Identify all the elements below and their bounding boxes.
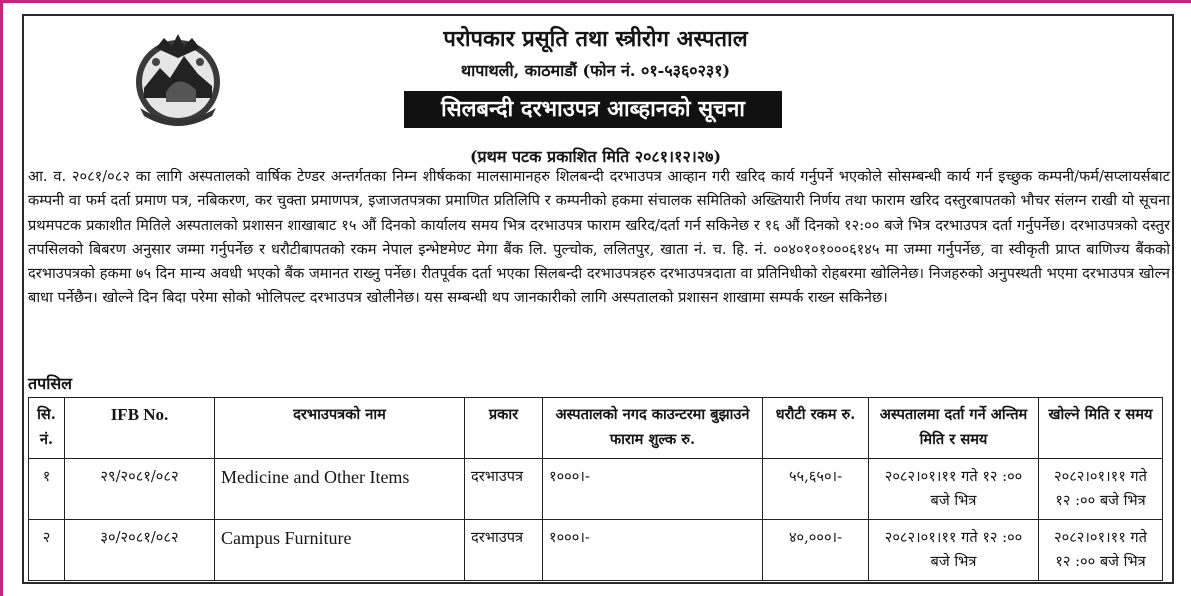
cell-open-time: २०८२।०१।११ गते १२ :०० बजे भित्र bbox=[1039, 520, 1163, 581]
cell-deposit: ५५,६५०।- bbox=[763, 459, 869, 520]
col-header-fee: अस्पतालको नगद काउन्टरमा बुझाउने फाराम शुल्क रु. bbox=[543, 398, 763, 459]
left-edge-line bbox=[0, 0, 3, 596]
cell-sn: १ bbox=[29, 459, 65, 520]
notice-title-banner: सिलबन्दी दरभाउपत्र आब्हानको सूचना bbox=[404, 91, 782, 128]
notice-body-text: आ. व. २०८१/०८२ का लागि अस्पतालको वार्षिक टेण्डर अन्तर्गतका निम्न शीर्षकका मालसामानहरु शिलबन्दी दरभाउपत्र आव्हान गरी खरिद कार्य गर्नुपर्ने भएकोले सोसम्बन्धी कार्य गर्न इच्छुक कम्पनी/फर्म/सप्लायर्सबाट कम्पनी वा फर्म दर्ता प्रमाण पत्र, नबिकरण, कर चुक्ता प्रमाणपत्र, इजाजतपत्रका प्रमाणित प्रतिलिपि र कम्पनीको हकमा संचालक समितिको अख्तियारी निर्णय तथा फाराम खरिद दस्तुरबापतको भौचर संलग्न राखी यो सूचना प्रथमपटक प्रकाशीत मितिले अस्पतालको प्रशासन शाखाबाट १५ औं दिनको कार्यालय समय भित्र दरभाउपत्र फाराम खरिद/दर्ता गर्न सकिनेछ र १६ औं दिनको १२:०० बजे भित्र दरभाउपत्र दर्ता गर्नुपर्नेछ। दरभाउपत्रको दस्तुर तपसिलको बिबरण अनुसार जम्मा गर्नुपर्नेछ र धरौटीबापतको रकम नेपाल इन्भेष्टमेण्ट मेगा बैंक लि. पुल्चोक, ललितपुर, खाता नं. च. हि. नं. ००४०१०१०००६१४५ मा जम्मा गर्नुपर्नेछ, वा स्वीकृती प्राप्त बाणिज्य बैंकको दरभाउपत्रको हकमा ७५ दिन मान्य अवधी भएको बैंक जमानत राख्नु पर्नेछ। रीतपूर्वक दर्ता भएका सिलबन्दी दरभाउपत्रहरु दरभाउपत्रदाता वा प्रतिनिधीको रोहबरमा खोलिनेछ। निजहरुको अनुपस्थती भएमा दरभाउपत्र खोल्न बाधा पर्नेछैन। खोल्ने दिन बिदा परेमा सोको भोलिपल्ट दरभाउपत्र खोलीनेछ। यस सम्बन्धी थप जानकारीको लागि अस्पतालको प्रशासन शाखामा सम्पर्क राख्न सकिनेछ। bbox=[28, 168, 1170, 307]
tender-table bbox=[28, 397, 1163, 581]
cell-fee: १०००।- bbox=[543, 520, 763, 581]
cell-name: Medicine and Other Items bbox=[215, 459, 465, 520]
cell-ifb: २९/२०८१/०८२ bbox=[65, 459, 215, 520]
col-header-open-time: खोल्ने मिति र समय bbox=[1039, 398, 1163, 459]
table-row bbox=[29, 520, 1163, 581]
publish-date: (प्रथम पटक प्रकाशित मिति २०८१।१२।२७) bbox=[469, 147, 722, 166]
org-address: थापाथली, काठमाडौं (फोन नं. ०१-५३६०२३१) bbox=[460, 61, 731, 80]
cell-fee: १०००।- bbox=[543, 459, 763, 520]
table-title: तपसिल bbox=[28, 374, 73, 393]
cell-reg-deadline: २०८२।०१।११ गते १२ :०० बजे भित्र bbox=[869, 459, 1039, 520]
org-name: परोपकार प्रसूति तथा स्त्रीरोग अस्पताल bbox=[443, 26, 748, 52]
col-header-name: दरभाउपत्रको नाम bbox=[215, 398, 465, 459]
cell-open-time: २०८२।०१।११ गते १२ :०० बजे भित्र bbox=[1039, 459, 1163, 520]
col-header-deposit: धरौटी रकम रु. bbox=[763, 398, 869, 459]
cell-name: Campus Furniture bbox=[215, 520, 465, 581]
cell-sn: २ bbox=[29, 520, 65, 581]
cell-ifb: ३०/२०८१/०८२ bbox=[65, 520, 215, 581]
col-header-sn: सि. नं. bbox=[29, 398, 65, 459]
table-header-row bbox=[29, 398, 1163, 459]
cell-type: दरभाउपत्र bbox=[465, 520, 543, 581]
cell-deposit: ४०,०००।- bbox=[763, 520, 869, 581]
table-row bbox=[29, 459, 1163, 520]
cell-reg-deadline: २०८२।०१।११ गते १२ :०० बजे भित्र bbox=[869, 520, 1039, 581]
top-edge-line bbox=[0, 0, 1191, 3]
col-header-type: प्रकार bbox=[465, 398, 543, 459]
col-header-ifb: IFB No. bbox=[65, 398, 215, 459]
cell-type: दरभाउपत्र bbox=[465, 459, 543, 520]
col-header-reg-deadline: अस्पतालमा दर्ता गर्ने अन्तिम मिति र समय bbox=[869, 398, 1039, 459]
